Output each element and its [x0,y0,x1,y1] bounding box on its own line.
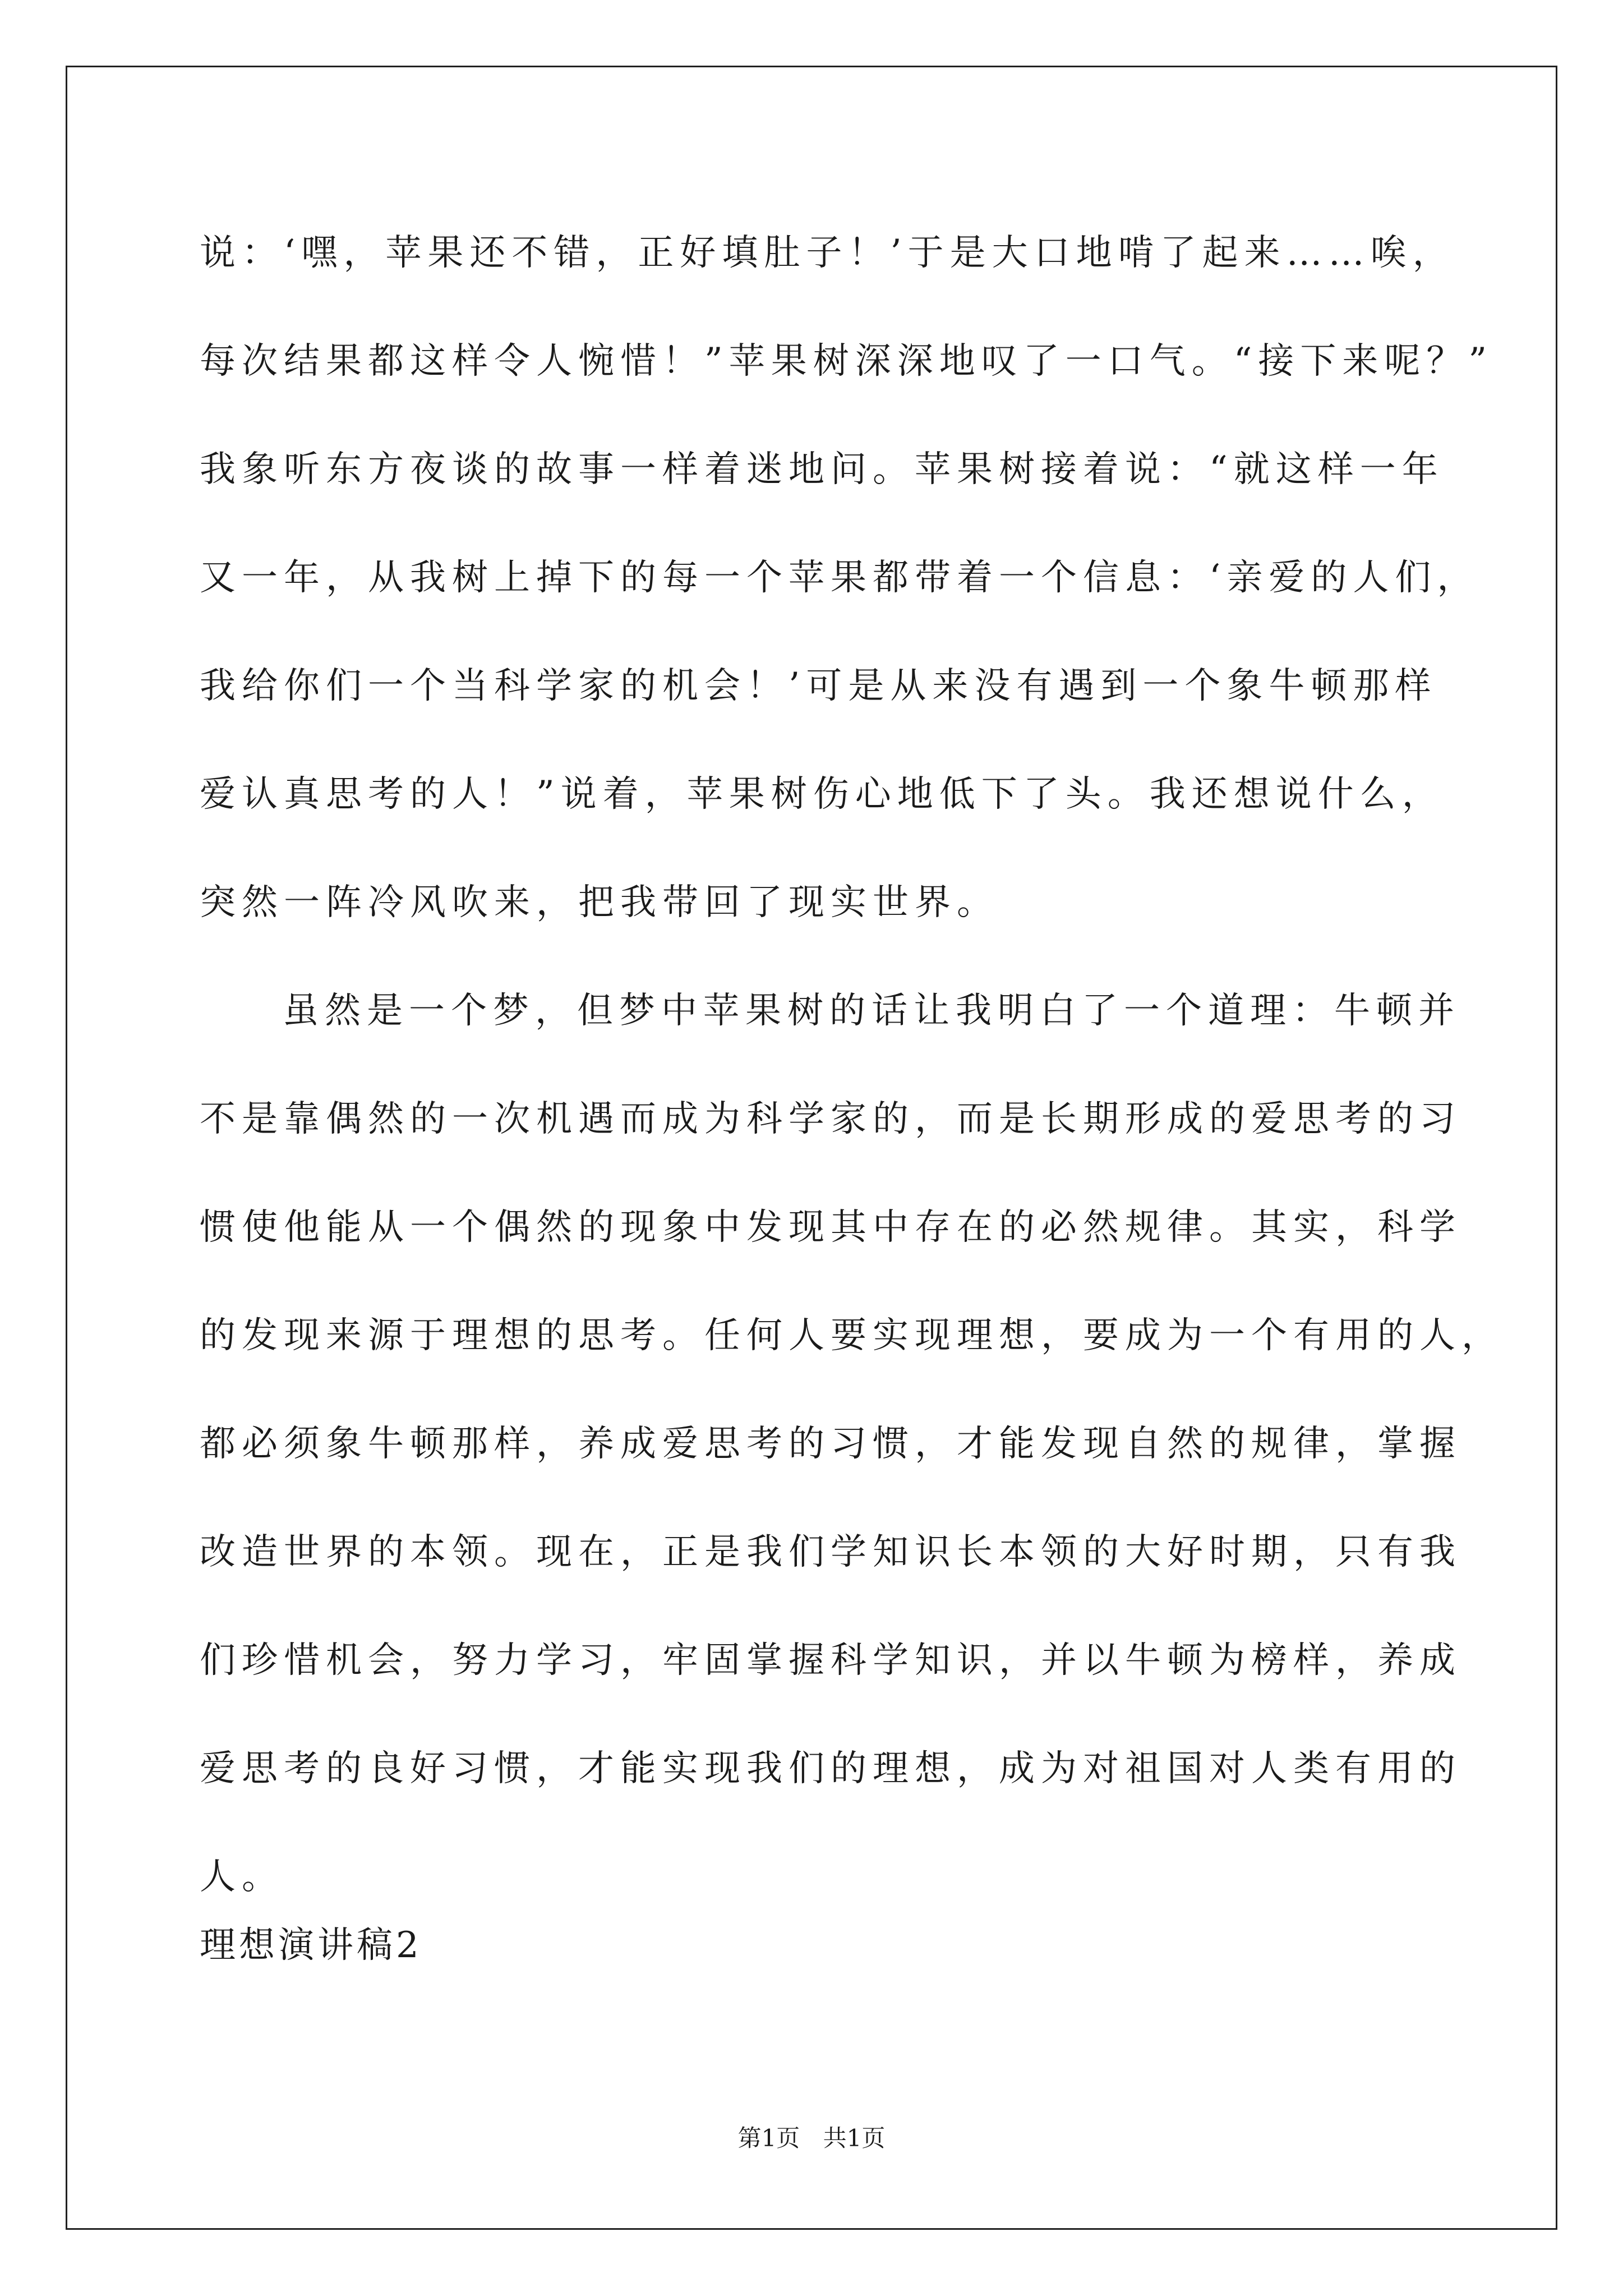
body-line: 惯使他能从一个偶然的现象中发现其中存在的必然规律。其实，科学 [200,1207,1461,1248]
body-line: 爱思考的良好习惯，才能实现我们的理想，成为对祖国对人类有用的 [200,1748,1461,1789]
body-line: 每次结果都这样令人惋惜！”苹果树深深地叹了一口气。“接下来呢？” [200,341,1493,382]
body-line: 爱认真思考的人！”说着，苹果树伤心地低下了头。我还想说什么， [200,774,1444,815]
body-line: 突然一阵冷风吹来，把我带回了现实世界。 [200,882,999,923]
paragraph-start-line: 虽然是一个梦，但梦中苹果树的话让我明白了一个道理：牛顿并 [283,990,1460,1032]
body-line: 人。 [200,1856,284,1898]
body-text [200,199,1504,1931]
body-line: 都必须象牛顿那样，养成爱思考的习惯，才能发现自然的规律，掌握 [200,1423,1461,1465]
body-line: 的发现来源于理想的思考。任何人要实现理想，要成为一个有用的人， [200,1315,1504,1356]
body-line: 我象听东方夜谈的故事一样着迷地问。苹果树接着说：“就这样一年 [200,449,1444,490]
body-line: 不是靠偶然的一次机遇而成为科学家的，而是长期形成的爱思考的习 [200,1098,1461,1140]
body-line: 改造世界的本领。现在，正是我们学知识长本领的大好时期，只有我 [200,1531,1461,1573]
page-footer [0,2122,1623,2155]
body-line: 说：‘嘿，苹果还不错，正好填肚子！’于是大口地啃了起来……唉， [200,232,1455,274]
body-line: 们珍惜机会，努力学习，牢固掌握科学知识，并以牛顿为榜样，养成 [200,1640,1461,1681]
section-heading: 理想演讲稿2 [200,1925,422,1966]
page-total: 共1页 [823,2124,886,2152]
page-number: 第1页 [737,2124,800,2152]
body-line: 我给你们一个当科学家的机会！’可是从来没有遇到一个象牛顿那样 [200,665,1437,707]
body-line: 又一年，从我树上掉下的每一个苹果都带着一个信息：‘亲爱的人们， [200,557,1479,599]
